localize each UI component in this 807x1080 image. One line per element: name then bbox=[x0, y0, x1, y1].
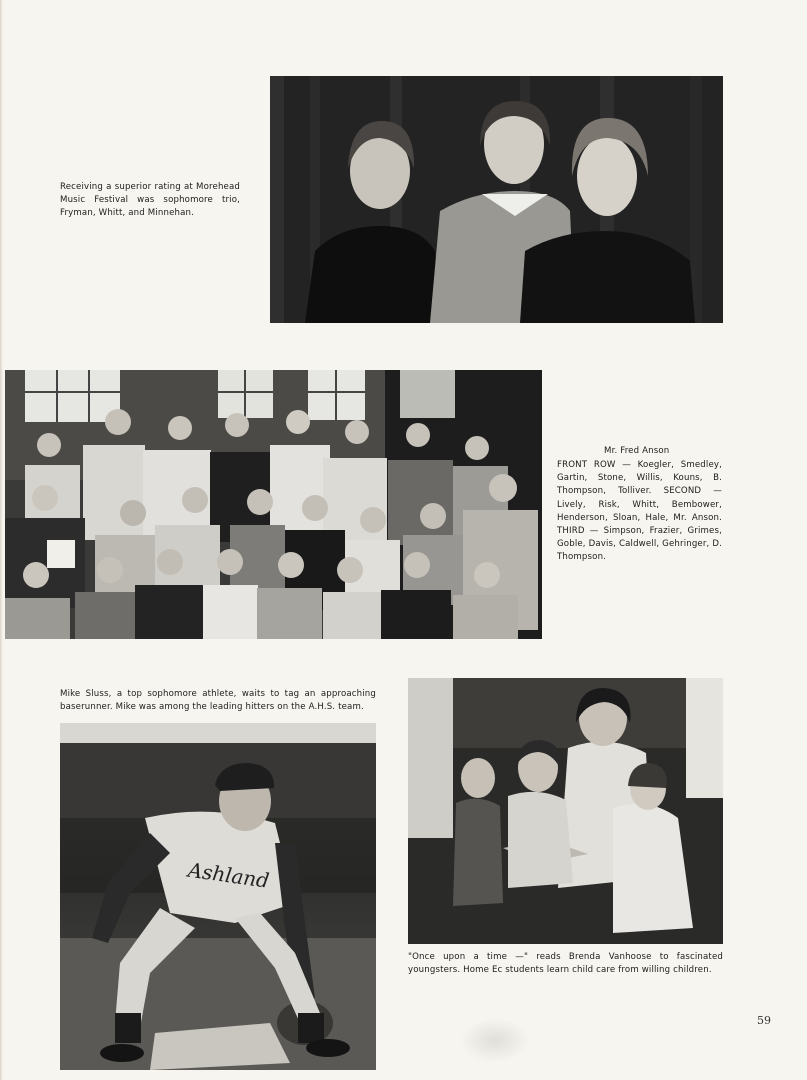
page-number: 59 bbox=[757, 1014, 771, 1027]
caption-reading: "Once upon a time —" reads Brenda Vanhoose to fascinated youngsters. Home Ec students learn child care from willing children. bbox=[408, 952, 723, 976]
page-smudge bbox=[460, 1018, 530, 1063]
caption-group-names: FRONT ROW — Koegler, Smedley, Gartin, Stone, Willis, Kouns, B. Thompson, Tolliver. SECOND — Lively, Risk, Whitt, Bembower, Henderson, Sloan, Hale, Mr. Anson. THIRD — Simpson, Frazier, Grimes, Goble, Davis, Caldwell, Gehringer, D. Thompson. bbox=[557, 460, 722, 563]
jersey-text: Ashland bbox=[186, 857, 271, 893]
photo-baseball bbox=[60, 723, 376, 1070]
caption-baseball: Mike Sluss, a top sophomore athlete, waits to tag an approaching baserunner. Mike was among the leading hitters on the A.H.S. team. bbox=[60, 689, 376, 713]
caption-trio: Receiving a superior rating at Morehead Music Festival was sophomore trio, Fryman, Whitt, and Minnehan. bbox=[60, 182, 240, 219]
caption-group-advisor: Mr. Fred Anson bbox=[604, 446, 670, 456]
photo-reading bbox=[408, 678, 723, 944]
photo-group bbox=[5, 370, 542, 639]
photo-trio bbox=[270, 76, 723, 323]
page-edge bbox=[0, 0, 3, 1080]
